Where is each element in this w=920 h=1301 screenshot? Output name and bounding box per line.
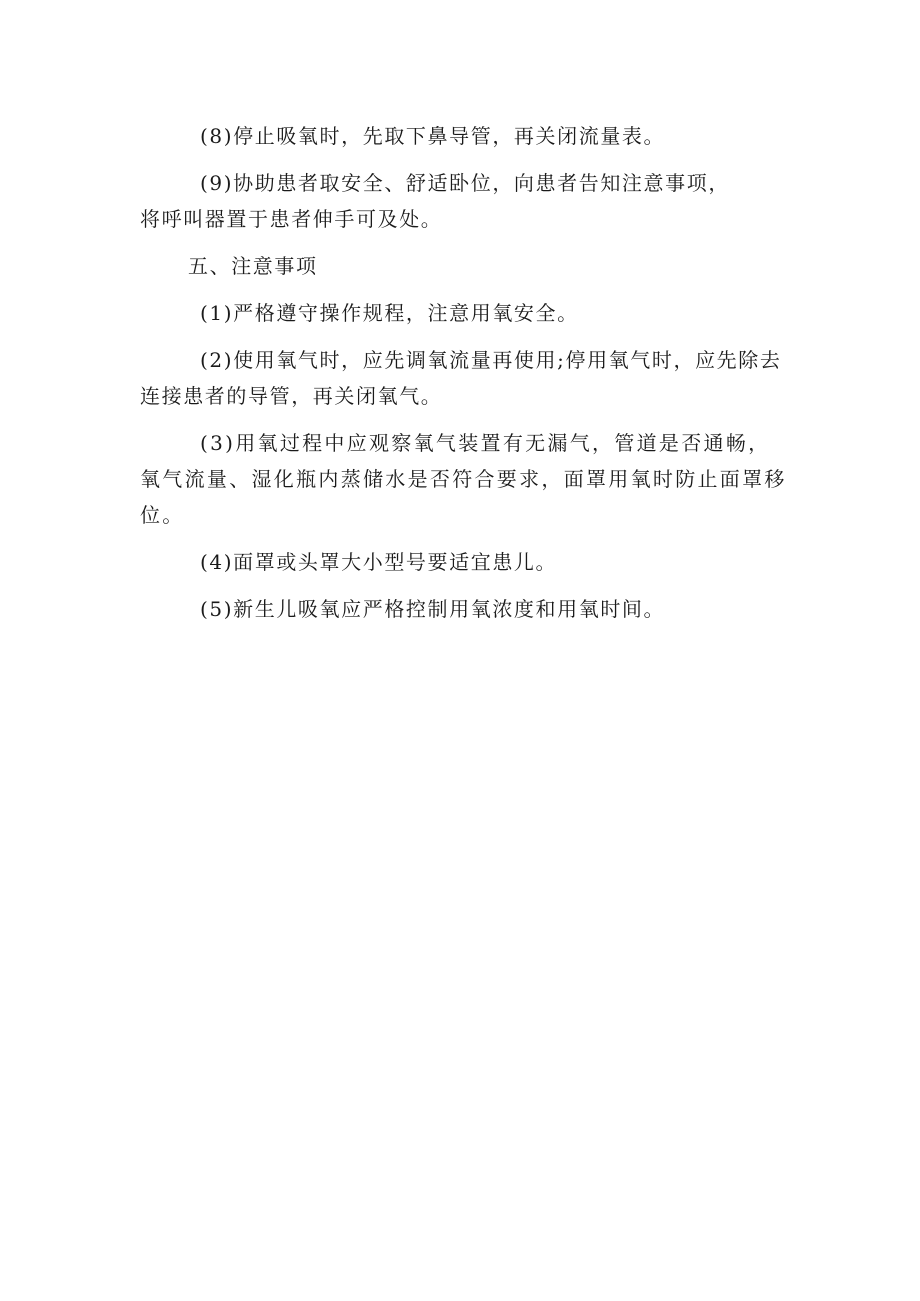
precaution-5-paragraph: (5)新生儿吸氧应严格控制用氧浓度和用氧时间。: [200, 597, 666, 621]
precaution-3-paragraph: (3)用氧过程中应观察氧气装置有无漏气，管道是否通畅，氧气流量、湿化瓶内蒸储水是否符合要求，面罩用氧时防止面罩移位。: [140, 431, 787, 527]
section-heading-precautions: 五、注意事项: [188, 254, 318, 278]
precaution-1-paragraph: (1)严格遵守操作规程，注意用氧安全。: [200, 301, 579, 325]
step-9-paragraph: (9)协助患者取安全、舒适卧位，向患者告知注意事项，将呼叫器置于患者伸手可及处。: [140, 171, 730, 231]
precaution-4-paragraph: (4)面罩或头罩大小型号要适宜患儿。: [200, 550, 558, 574]
document-body: [140, 118, 790, 638]
precaution-2-paragraph: (2)使用氧气时，应先调氧流量再使用;停用氧气时，应先除去连接患者的导管，再关闭氧气。: [140, 348, 782, 408]
step-8-paragraph: (8)停止吸氧时，先取下鼻导管，再关闭流量表。: [200, 124, 666, 148]
